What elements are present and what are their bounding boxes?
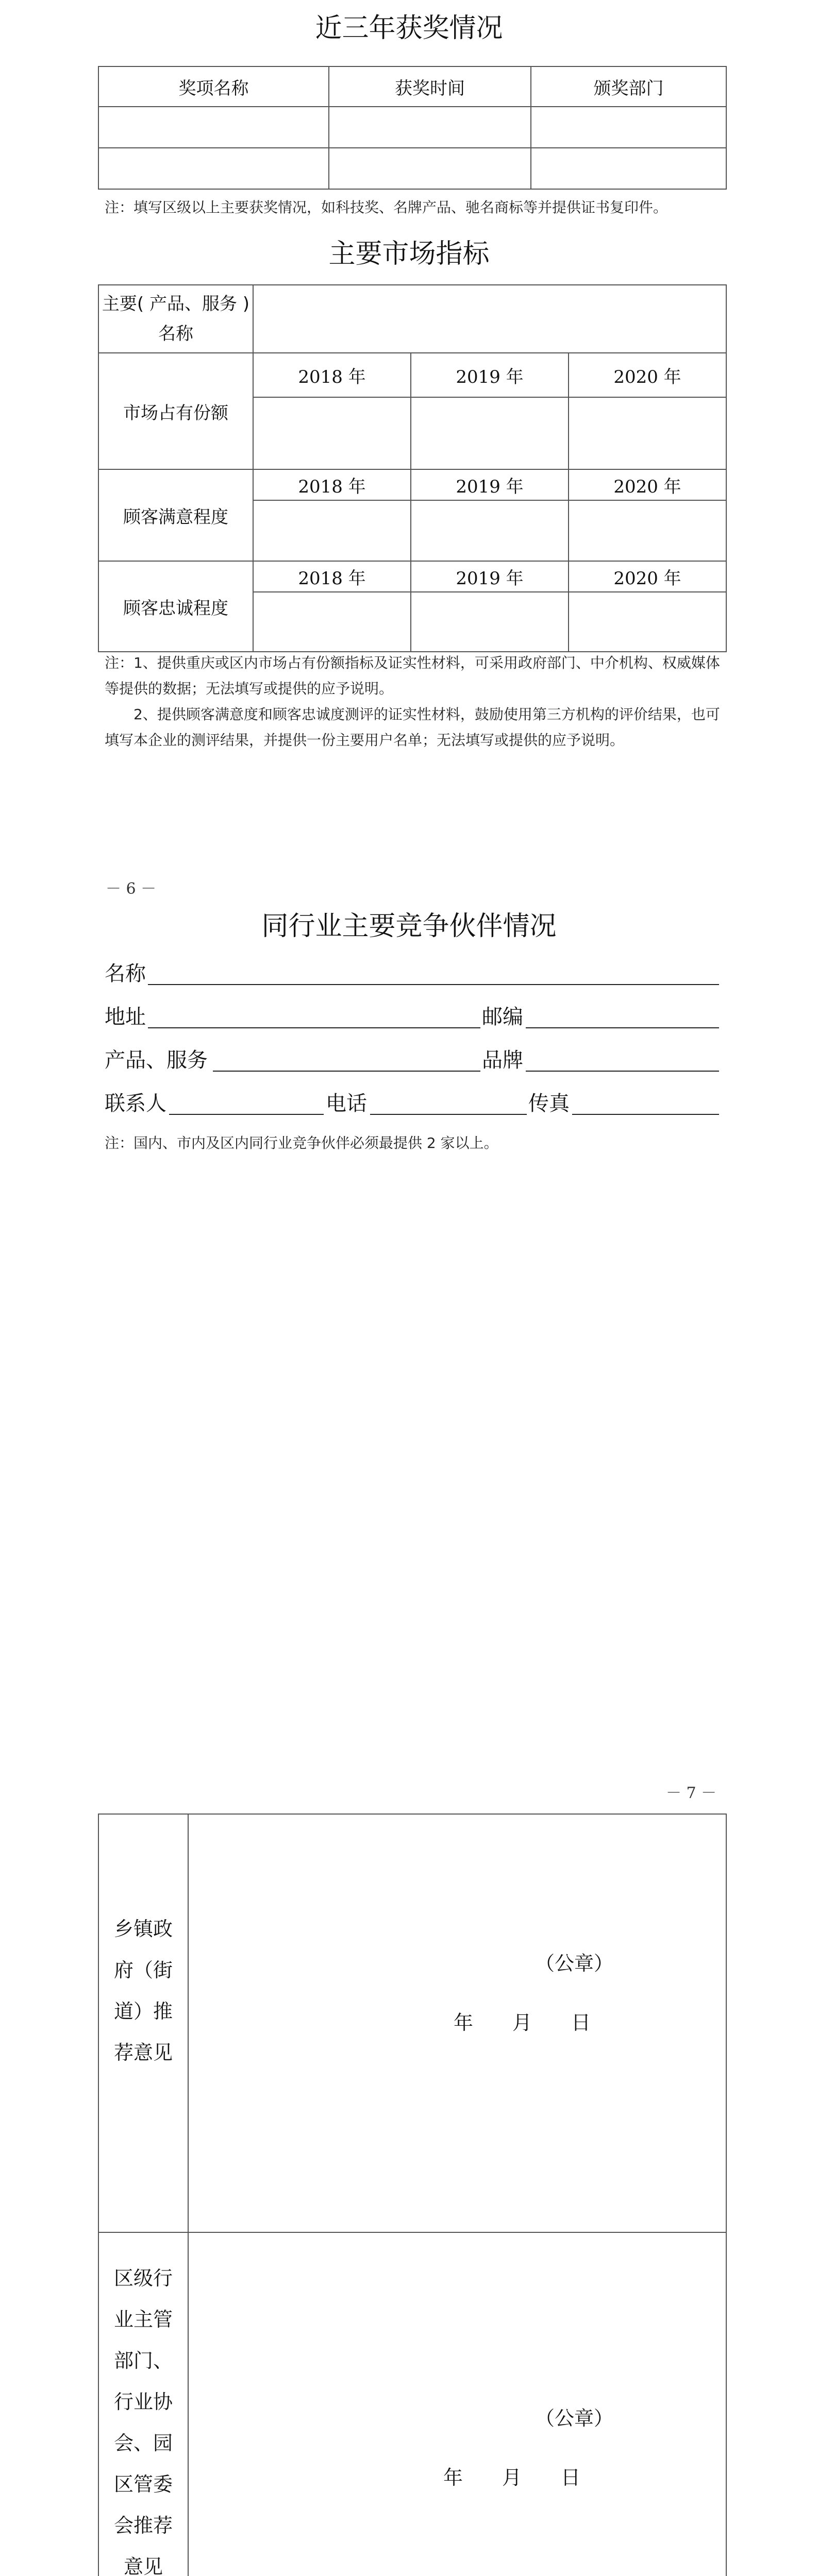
market-title: 主要市场指标 — [328, 239, 490, 269]
competitor-brand-field[interactable] — [526, 1071, 719, 1072]
competitor-address-label: 地址 — [105, 1005, 146, 1029]
competitor-contact-label: 联系人 — [105, 1092, 166, 1115]
table-row — [98, 107, 726, 148]
awards-cell[interactable] — [531, 148, 726, 189]
satisfaction-2018-cell[interactable] — [253, 500, 411, 561]
awards-cell[interactable] — [531, 107, 726, 148]
competitor-note: 注：国内、市内及区内同行业竞争伙伴必须最提供 2 家以上。 — [105, 1134, 498, 1151]
year-2018: 2018 年 — [253, 469, 411, 500]
satisfaction-2020-cell[interactable] — [569, 500, 726, 561]
market-main-value[interactable] — [253, 285, 726, 353]
page-number: － 6 － — [106, 880, 157, 898]
awards-cell[interactable] — [329, 107, 531, 148]
competitor-fax-label: 传真 — [528, 1092, 570, 1115]
market-note-2: 2、提供顾客满意度和顾客忠诚度测评的证实性材料，鼓励使用第三方机构的评价结果，也可填写本企业的测评结果，并提供一份主要用户名单；无法填写或提供的应予说明。 — [105, 706, 720, 749]
awards-header-dept: 颁奖部门 — [531, 66, 726, 107]
year-2018: 2018 年 — [253, 561, 411, 592]
year-2019: 2019 年 — [411, 469, 569, 500]
market-row-satisfaction: 顾客满意程度 — [98, 469, 253, 561]
competitor-name-field[interactable] — [148, 984, 719, 985]
street-seal: （公章） — [535, 1952, 614, 1975]
competitor-postcode-label: 邮编 — [482, 1005, 523, 1029]
year-2020: 2020 年 — [569, 561, 726, 592]
table-row — [98, 148, 726, 189]
year-2018: 2018 年 — [253, 353, 411, 397]
year-2019: 2019 年 — [411, 353, 569, 397]
market-row-loyalty: 顾客忠诚程度 — [98, 561, 253, 652]
market-table — [98, 284, 727, 652]
competitor-address-field[interactable] — [148, 1027, 480, 1028]
year-2020: 2020 年 — [569, 469, 726, 500]
awards-cell[interactable] — [98, 107, 329, 148]
year-2020: 2020 年 — [569, 353, 726, 397]
share-2020-cell[interactable] — [569, 397, 726, 469]
market-note-1: 注：1、提供重庆或区内市场占有份额指标及证实性材料，可采用政府部门、中介机构、权威媒体等提供的数据；无法填写或提供的应予说明。 — [105, 654, 720, 697]
competitor-brand-label: 品牌 — [482, 1048, 523, 1072]
district-date: 年 月 日 — [443, 2466, 581, 2489]
market-main-label: 主要( 产品、服务 ) 名称 — [98, 285, 253, 353]
satisfaction-2019-cell[interactable] — [411, 500, 569, 561]
page-number: － 7 － — [666, 1784, 717, 1802]
competitor-name-label: 名称 — [105, 962, 146, 986]
competitor-title: 同行业主要竞争伙伴情况 — [261, 911, 557, 942]
loyalty-2019-cell[interactable] — [411, 592, 569, 652]
competitor-product-label: 产品、服务 — [105, 1048, 208, 1072]
street-date: 年 月 日 — [454, 2011, 591, 2034]
awards-table — [98, 66, 727, 190]
share-2018-cell[interactable] — [253, 397, 411, 469]
competitor-product-field[interactable] — [213, 1071, 480, 1072]
district-opinion-area[interactable] — [189, 2233, 725, 2576]
competitor-contact-field[interactable] — [169, 1114, 324, 1115]
awards-cell[interactable] — [329, 148, 531, 189]
competitor-phone-label: 电话 — [326, 1092, 367, 1115]
competitor-fax-field[interactable] — [572, 1114, 719, 1115]
awards-cell[interactable] — [98, 148, 329, 189]
loyalty-2018-cell[interactable] — [253, 592, 411, 652]
awards-title: 近三年获奖情况 — [315, 13, 503, 44]
awards-header-time: 获奖时间 — [329, 66, 531, 107]
district-recommend-label: 区级行 业主管 部门、 行业协 会、园 区管委 会推荐 意见 — [113, 2267, 173, 2576]
year-2019: 2019 年 — [411, 561, 569, 592]
district-seal: （公章） — [535, 2407, 614, 2430]
awards-note: 注：填写区级以上主要获奖情况，如科技奖、名牌产品、驰名商标等并提供证书复印件。 — [105, 199, 668, 216]
market-row-share: 市场占有份额 — [98, 353, 253, 469]
competitor-phone-field[interactable] — [370, 1114, 527, 1115]
loyalty-2020-cell[interactable] — [569, 592, 726, 652]
share-2019-cell[interactable] — [411, 397, 569, 469]
competitor-postcode-field[interactable] — [526, 1027, 719, 1028]
awards-header-name: 奖项名称 — [98, 66, 329, 107]
street-recommend-label: 乡镇政 府（街 道）推 荐意见 — [113, 1918, 173, 2064]
